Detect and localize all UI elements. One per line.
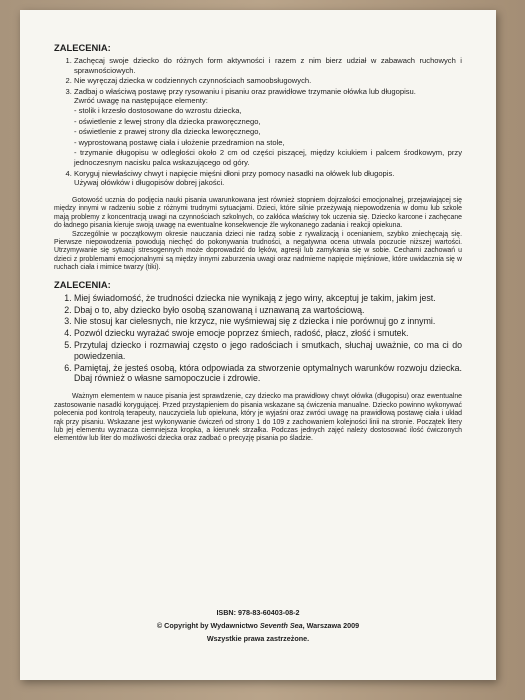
item-extra: Używaj ołówków i długopisów dobrej jakości. xyxy=(74,178,225,188)
paragraph: Szczególnie w początkowym okresie nauczania dzieci nie radzą sobie z rywalizacją i ocenianiem, szybko zniechęcają się. Pierwsze niepowodzenia powodują niechęć do pokonywania trudności, a negatywna ocena utrwala poczucie niższej wartości. Utrzymywanie się sytuacji stresogennych może doprowadzić do lęków, agresji lub zamykania się w sobie. Cechami zachowań u dzieci z problemami emocjonalnymi są między innymi zaburzenia uwagi oraz nadmierne napięcie mięśniowe, które uwidacznia się w ruchach ciała i mimice twarzy (tiki). xyxy=(54,230,462,272)
paragraph: Gotowość ucznia do podjęcia nauki pisania uwarunkowana jest również stopniem dojrzałości emocjonalnej, przejawiającej się między innymi w radzeniu sobie z różnymi trudnymi sytuacjami. Dzieci, które silnie przeżywają niepowodzenia w domu lub szkole mają problemy z koncentracją uwagi na czynnościach szkolnych, co zakłóca właściwy tok uczenia się. Dziecko karcone i zachęcane do ładnego pisania kieruje swoją uwagę na ewentualne konsekwencje źle wykonanego zadania i reakcji opiekuna. xyxy=(54,196,462,230)
item-text: Zadbaj o właściwą postawę przy rysowaniu i pisaniu oraz prawidłowe trzymanie ołówka lub długopisu. xyxy=(74,86,416,96)
posture-points xyxy=(74,106,462,168)
list-item: 2. Nie wyręczaj dziecka w codziennych czynnościach samoobsługowych. xyxy=(74,76,462,86)
copyright-line xyxy=(20,619,496,632)
recommendations-heading-1: ZALECENIA: xyxy=(54,42,111,53)
item-intro: Zwróć uwagę na następujące elementy: xyxy=(74,96,208,106)
posture-point: - oświetlenie z prawej strony dla dziecka leworęcznego, xyxy=(74,127,261,137)
posture-point: - wyprostowaną postawę ciała i ułożenie przedramion na stole, xyxy=(74,137,285,147)
recommendations-list-1 xyxy=(54,56,462,188)
recommendations-heading-2: ZALECENIA: xyxy=(54,278,111,290)
list-item: 2. Dbaj o to, aby dziecko było osobą szanowaną i uznawaną za wartościową. xyxy=(74,305,462,316)
recommendations-list-2 xyxy=(54,293,462,384)
list-item: 3. Nie stosuj kar cielesnych, nie krzycz, nie wyśmiewaj się z dziecka i nie porównuj go z innymi. xyxy=(74,316,462,327)
isbn: ISBN: 978-83-60403-08-2 xyxy=(216,608,300,617)
posture-point: - oświetlenie z lewej strony dla dziecka praworęcznego, xyxy=(74,116,261,126)
list-item xyxy=(74,87,462,168)
posture-point: - stolik i krzesło dostosowane do wzrostu dziecka, xyxy=(74,105,242,115)
list-item: 4. Pozwól dziecku wyrażać swoje emocje poprzez śmiech, radość, płacz, złość i smutek. xyxy=(74,328,462,339)
copyright-prefix: © Copyright by Wydawnictwo xyxy=(156,621,260,630)
rights-reserved: Wszystkie prawa zastrzeżone. xyxy=(206,634,310,643)
list-item: 1. Zachęcaj swoje dziecko do różnych form aktywności i razem z nim bierz udział w zabawach ruchowych i sprawnościowych. xyxy=(74,56,462,75)
item-text: Koryguj niewłaściwy chwyt i napięcie mięśni dłoni przy pomocy nasadki na ołówek lub długopis. xyxy=(74,168,395,178)
paragraph: Ważnym elementem w nauce pisania jest sprawdzenie, czy dziecko ma prawidłowy chwyt ołówka (długopisu) oraz ewentualne zastosowanie nasadki korygującej. Przed przystąpieniem do pisania wskazane są ćwiczenia manualne. Dziecko powinno wykonywać polecenia pod kontrolą terapeuty, nauczyciela lub opiekuna, który je wyjaśni oraz zwróci uwagę na prawidłową postawę ciała i układ rąk przy pisaniu. Wskazane jest wykonywanie ćwiczeń od strony 1 do 109 z zachowaniem kolejności linii na stronie. Początek litery lub jej elementu wyznacza ciemniejsza kropka, a kierunek strzałka. Podczas jednych zajęć należy dostosować ilość ćwiczonych elementów lub liter do możliwości dziecka oraz zadbać o precyzję pisania po śladzie. xyxy=(54,393,462,443)
footer xyxy=(20,606,496,645)
list-item: 5. Przytulaj dziecko i rozmawiaj często o jego radościach i smutkach, słuchaj uważnie, co ma ci do powiedzenia. xyxy=(74,340,462,362)
list-item: 1. Miej świadomość, że trudności dziecka nie wynikają z jego winy, akceptuj je takim, jakim jest. xyxy=(74,293,462,304)
sheet-content xyxy=(54,42,462,444)
list-item xyxy=(74,169,462,188)
printed-sheet xyxy=(20,10,496,680)
publisher-name: Seventh Sea xyxy=(259,621,303,630)
copyright-suffix: , Warszawa 2009 xyxy=(302,621,360,630)
posture-point: - trzymanie długopisu w odległości około 2 cm od części piszącej, między kciukiem i palcem środkowym, przy jednoczesnym nacisku palca wskazującego od góry. xyxy=(74,148,462,167)
list-item: 6. Pamiętaj, że jesteś osobą, która odpowiada za stworzenie optymalnych warunków rozwoju dziecka. Dbaj również o własne samopoczucie i zdrowie. xyxy=(74,363,462,385)
